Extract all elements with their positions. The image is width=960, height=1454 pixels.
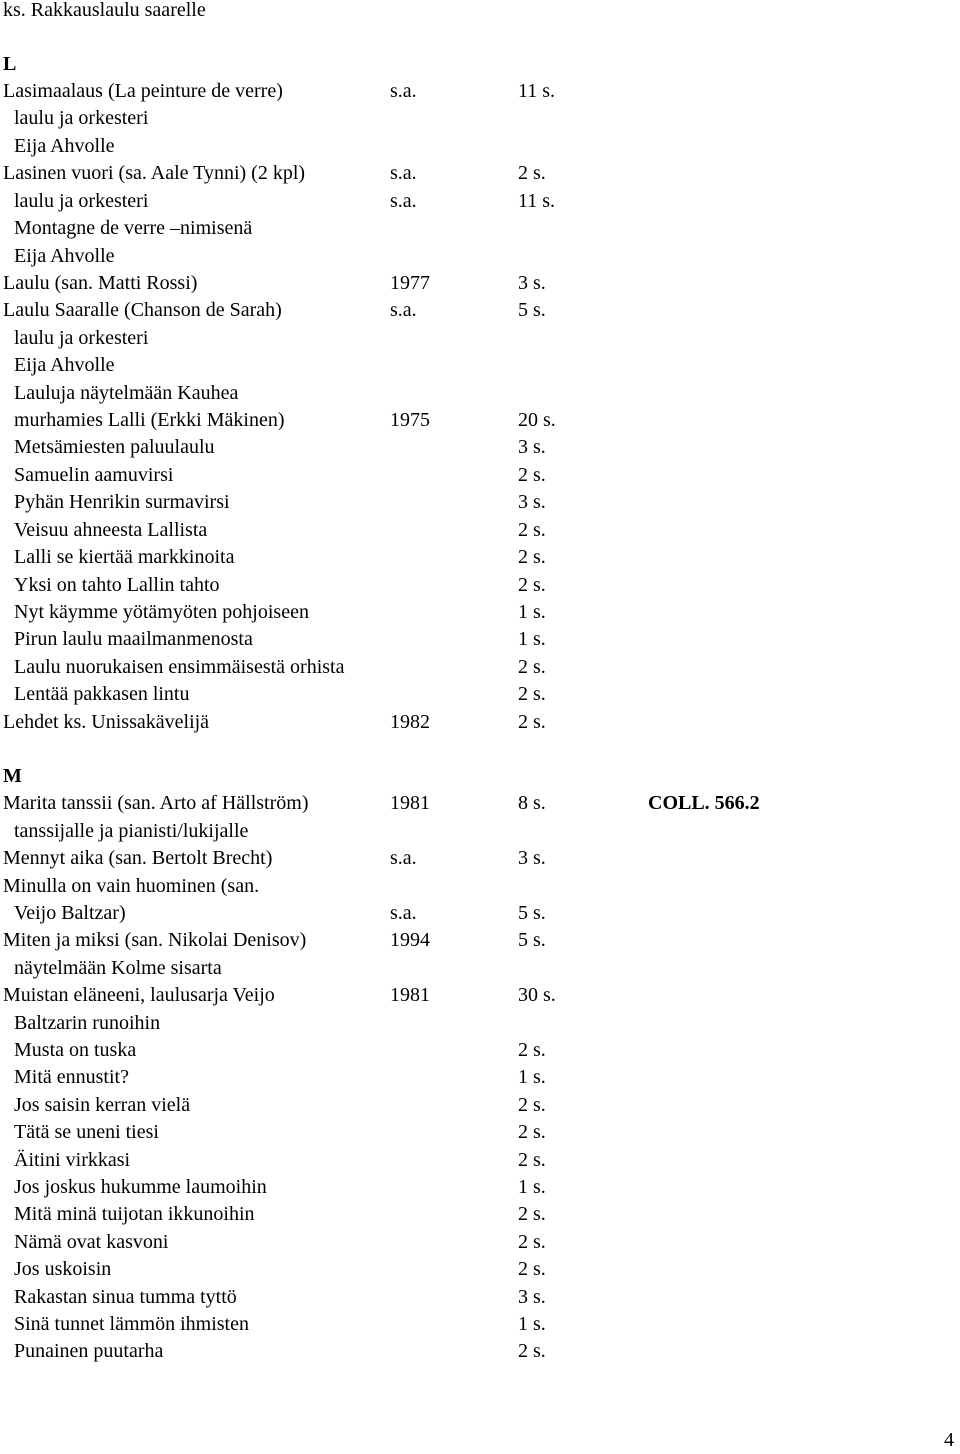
song-duration: 2 s. bbox=[518, 1203, 546, 1225]
work-title: murhamies Lalli (Erkki Mäkinen) bbox=[14, 409, 285, 431]
work-duration: 5 s. bbox=[518, 929, 546, 951]
list-item bbox=[0, 790, 960, 817]
song-title: Punainen puutarha bbox=[14, 1340, 164, 1362]
song-duration: 1 s. bbox=[518, 601, 546, 623]
song-duration: 2 s. bbox=[518, 656, 546, 678]
work-duration: 11 s. bbox=[518, 80, 556, 102]
list-item bbox=[0, 215, 960, 242]
song-title: Veisuu ahneesta Lallista bbox=[14, 519, 208, 541]
work-subtitle: näytelmään Kolme sisarta bbox=[14, 957, 222, 979]
work-subtitle: Montagne de verre –nimisenä bbox=[14, 217, 253, 239]
song-duration: 2 s. bbox=[518, 1258, 546, 1280]
work-duration: 2 s. bbox=[518, 162, 546, 184]
work-year: s.a. bbox=[390, 190, 417, 212]
list-item bbox=[0, 462, 960, 489]
list-item bbox=[0, 982, 960, 1009]
list-item bbox=[0, 1201, 960, 1228]
song-title: Mitä ennustit? bbox=[14, 1066, 129, 1088]
list-item bbox=[0, 188, 960, 215]
song-title: Lalli se kiertää markkinoita bbox=[14, 546, 235, 568]
list-item bbox=[0, 1256, 960, 1283]
list-item bbox=[0, 489, 960, 516]
work-subtitle: Eija Ahvolle bbox=[14, 245, 115, 267]
work-title: Miten ja miksi (san. Nikolai Denisov) bbox=[3, 929, 307, 951]
song-title: Mitä minä tuijotan ikkunoihin bbox=[14, 1203, 255, 1225]
list-item bbox=[0, 626, 960, 653]
list-item bbox=[0, 160, 960, 187]
work-year: s.a. bbox=[390, 902, 417, 924]
work-title: Laulu Saaralle (Chanson de Sarah) bbox=[3, 299, 282, 321]
section-heading-l: L bbox=[3, 53, 17, 75]
list-item bbox=[0, 1284, 960, 1311]
song-title: Sinä tunnet lämmön ihmisten bbox=[14, 1313, 249, 1335]
song-title: Lentää pakkasen lintu bbox=[14, 683, 190, 705]
song-title: Tätä se uneni tiesi bbox=[14, 1121, 159, 1143]
list-item bbox=[0, 105, 960, 132]
list-item bbox=[0, 1037, 960, 1064]
work-year: s.a. bbox=[390, 80, 417, 102]
song-title: Laulu nuorukaisen ensimmäisestä orhista bbox=[14, 656, 345, 678]
work-subtitle: laulu ja orkesteri bbox=[14, 327, 149, 349]
list-item bbox=[0, 1147, 960, 1174]
song-duration: 3 s. bbox=[518, 1286, 546, 1308]
work-title: Veijo Baltzar) bbox=[14, 902, 126, 924]
work-year: 1982 bbox=[390, 711, 430, 733]
song-title: Samuelin aamuvirsi bbox=[14, 464, 174, 486]
song-duration: 2 s. bbox=[518, 1039, 546, 1061]
song-title: Jos saisin kerran vielä bbox=[14, 1094, 191, 1116]
work-title: Lauluja näytelmään Kauhea bbox=[14, 382, 239, 404]
work-duration: 3 s. bbox=[518, 272, 546, 294]
list-item bbox=[0, 544, 960, 571]
work-subtitle: tanssijalle ja pianisti/lukijalle bbox=[14, 820, 249, 842]
list-item bbox=[0, 243, 960, 270]
work-year: 1981 bbox=[390, 792, 430, 814]
list-item bbox=[0, 133, 960, 160]
song-title: Musta on tuska bbox=[14, 1039, 137, 1061]
work-duration: 11 s. bbox=[518, 190, 556, 212]
work-title: Muistan eläneeni, laulusarja Veijo bbox=[3, 984, 275, 1006]
list-item bbox=[0, 599, 960, 626]
work-title: Marita tanssii (san. Arto af Hällström) bbox=[3, 792, 309, 814]
list-item bbox=[0, 380, 960, 407]
work-year: 1975 bbox=[390, 409, 430, 431]
song-duration: 2 s. bbox=[518, 519, 546, 541]
work-title: Laulu (san. Matti Rossi) bbox=[3, 272, 198, 294]
list-item bbox=[0, 900, 960, 927]
work-year: s.a. bbox=[390, 162, 417, 184]
song-title: Nämä ovat kasvoni bbox=[14, 1231, 169, 1253]
work-title: Minulla on vain huominen (san. bbox=[3, 875, 260, 897]
work-subtitle: Eija Ahvolle bbox=[14, 135, 115, 157]
work-duration: 5 s. bbox=[518, 902, 546, 924]
list-item bbox=[0, 297, 960, 324]
list-item bbox=[0, 1092, 960, 1119]
song-duration: 1 s. bbox=[518, 1176, 546, 1198]
work-title: Lasimaalaus (La peinture de verre) bbox=[3, 80, 283, 102]
song-duration: 2 s. bbox=[518, 574, 546, 596]
list-item bbox=[0, 1229, 960, 1256]
work-year: 1977 bbox=[390, 272, 430, 294]
list-item bbox=[0, 1119, 960, 1146]
song-duration: 2 s. bbox=[518, 1231, 546, 1253]
work-subtitle: Eija Ahvolle bbox=[14, 354, 115, 376]
list-item bbox=[0, 1064, 960, 1091]
song-title: Rakastan sinua tumma tyttö bbox=[14, 1286, 237, 1308]
work-title: Mennyt aika (san. Bertolt Brecht) bbox=[3, 847, 273, 869]
song-duration: 1 s. bbox=[518, 628, 546, 650]
song-title: Pyhän Henrikin surmavirsi bbox=[14, 491, 230, 513]
list-item bbox=[0, 78, 960, 105]
song-title: Pirun laulu maailmanmenosta bbox=[14, 628, 253, 650]
song-duration: 3 s. bbox=[518, 491, 546, 513]
song-duration: 2 s. bbox=[518, 1340, 546, 1362]
work-subtitle: laulu ja orkesteri bbox=[14, 107, 149, 129]
song-duration: 1 s. bbox=[518, 1313, 546, 1335]
list-item bbox=[0, 572, 960, 599]
list-item bbox=[0, 1174, 960, 1201]
cross-reference-text: ks. Rakkauslaulu saarelle bbox=[3, 0, 206, 21]
song-duration: 2 s. bbox=[518, 464, 546, 486]
list-item bbox=[0, 407, 960, 434]
song-duration: 2 s. bbox=[518, 683, 546, 705]
song-title: Jos uskoisin bbox=[14, 1258, 112, 1280]
list-item bbox=[0, 709, 960, 736]
work-duration: 8 s. bbox=[518, 792, 546, 814]
list-item bbox=[0, 845, 960, 872]
song-duration: 2 s. bbox=[518, 1121, 546, 1143]
list-item bbox=[0, 517, 960, 544]
work-year: s.a. bbox=[390, 847, 417, 869]
song-duration: 2 s. bbox=[518, 546, 546, 568]
work-duration: 30 s. bbox=[518, 984, 556, 1006]
work-year: 1994 bbox=[390, 929, 430, 951]
song-duration: 3 s. bbox=[518, 436, 546, 458]
work-duration: 5 s. bbox=[518, 299, 546, 321]
list-item bbox=[0, 818, 960, 845]
list-item bbox=[0, 1338, 960, 1365]
list-item bbox=[0, 927, 960, 954]
page-number: 4 bbox=[944, 1429, 954, 1451]
work-title: Lehdet ks. Unissakävelijä bbox=[3, 711, 210, 733]
list-item bbox=[0, 1010, 960, 1037]
collection-reference: COLL. 566.2 bbox=[648, 792, 760, 814]
work-duration: 2 s. bbox=[518, 711, 546, 733]
song-duration: 2 s. bbox=[518, 1094, 546, 1116]
song-title: Jos joskus hukumme laumoihin bbox=[14, 1176, 267, 1198]
cross-reference-line bbox=[0, 0, 960, 24]
work-subtitle: Baltzarin runoihin bbox=[14, 1012, 161, 1034]
song-duration: 2 s. bbox=[518, 1149, 546, 1171]
work-subtitle: laulu ja orkesteri bbox=[14, 190, 149, 212]
song-title: Äitini virkkasi bbox=[14, 1149, 131, 1171]
work-year: s.a. bbox=[390, 299, 417, 321]
list-item bbox=[0, 654, 960, 681]
list-item bbox=[0, 1311, 960, 1338]
work-duration: 20 s. bbox=[518, 409, 556, 431]
list-item bbox=[0, 681, 960, 708]
song-title: Nyt käymme yötämyöten pohjoiseen bbox=[14, 601, 309, 623]
work-title: Lasinen vuori (sa. Aale Tynni) (2 kpl) bbox=[3, 162, 306, 184]
song-title: Metsämiesten paluulaulu bbox=[14, 436, 215, 458]
list-item bbox=[0, 955, 960, 982]
song-duration: 1 s. bbox=[518, 1066, 546, 1088]
list-item bbox=[0, 325, 960, 352]
song-title: Yksi on tahto Lallin tahto bbox=[14, 574, 220, 596]
list-item bbox=[0, 873, 960, 900]
list-item bbox=[0, 270, 960, 297]
work-duration: 3 s. bbox=[518, 847, 546, 869]
list-item bbox=[0, 352, 960, 379]
list-item bbox=[0, 434, 960, 461]
work-year: 1981 bbox=[390, 984, 430, 1006]
section-heading-m: M bbox=[3, 765, 22, 787]
